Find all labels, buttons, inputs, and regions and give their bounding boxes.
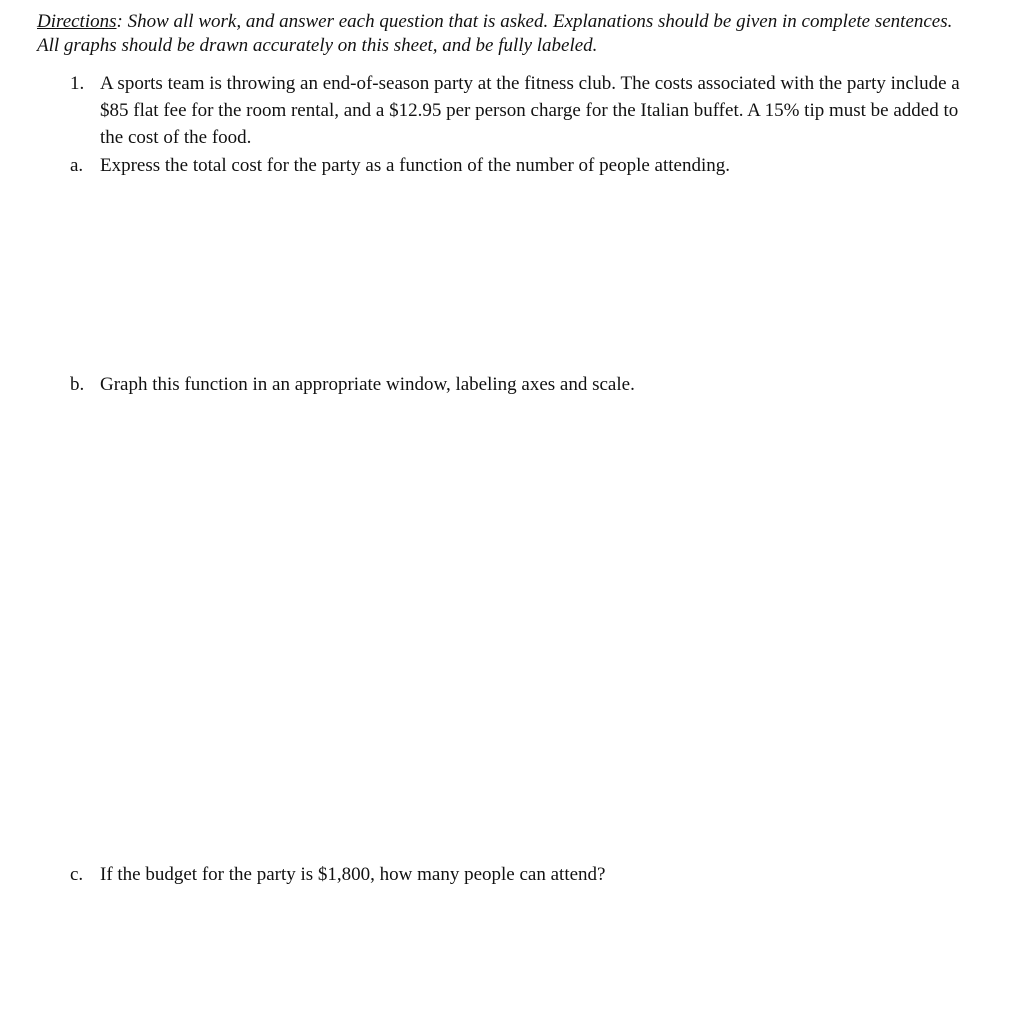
part-b-text: Graph this function in an appropriate window, labeling axes and scale. xyxy=(100,374,635,395)
directions xyxy=(37,10,977,58)
part-a-text: Express the total cost for the party as a function of the number of people attending. xyxy=(100,155,730,176)
problem-text: A sports team is throwing an end-of-season party at the fitness club. The costs associated with the party include a $85 flat fee for the room rental, and a $12.95 per person charge for the Italian buffet. A 15% tip must be added to the cost of the food. xyxy=(100,73,960,148)
directions-text: : Show all work, and answer each question that is asked. Explanations should be given in complete sentences. All graphs should be drawn accurately on this sheet, and be fully labeled. xyxy=(37,11,953,56)
part-c xyxy=(70,861,970,888)
part-a-letter: a. xyxy=(70,155,84,176)
problem-1 xyxy=(70,70,970,151)
part-c-text: If the budget for the party is $1,800, how many people can attend? xyxy=(100,864,606,885)
problem-number: 1. xyxy=(70,73,85,94)
part-b xyxy=(70,371,970,398)
part-a xyxy=(70,152,970,179)
part-b-letter: b. xyxy=(70,374,85,395)
part-c-letter: c. xyxy=(70,864,84,885)
directions-label: Directions xyxy=(37,11,117,32)
